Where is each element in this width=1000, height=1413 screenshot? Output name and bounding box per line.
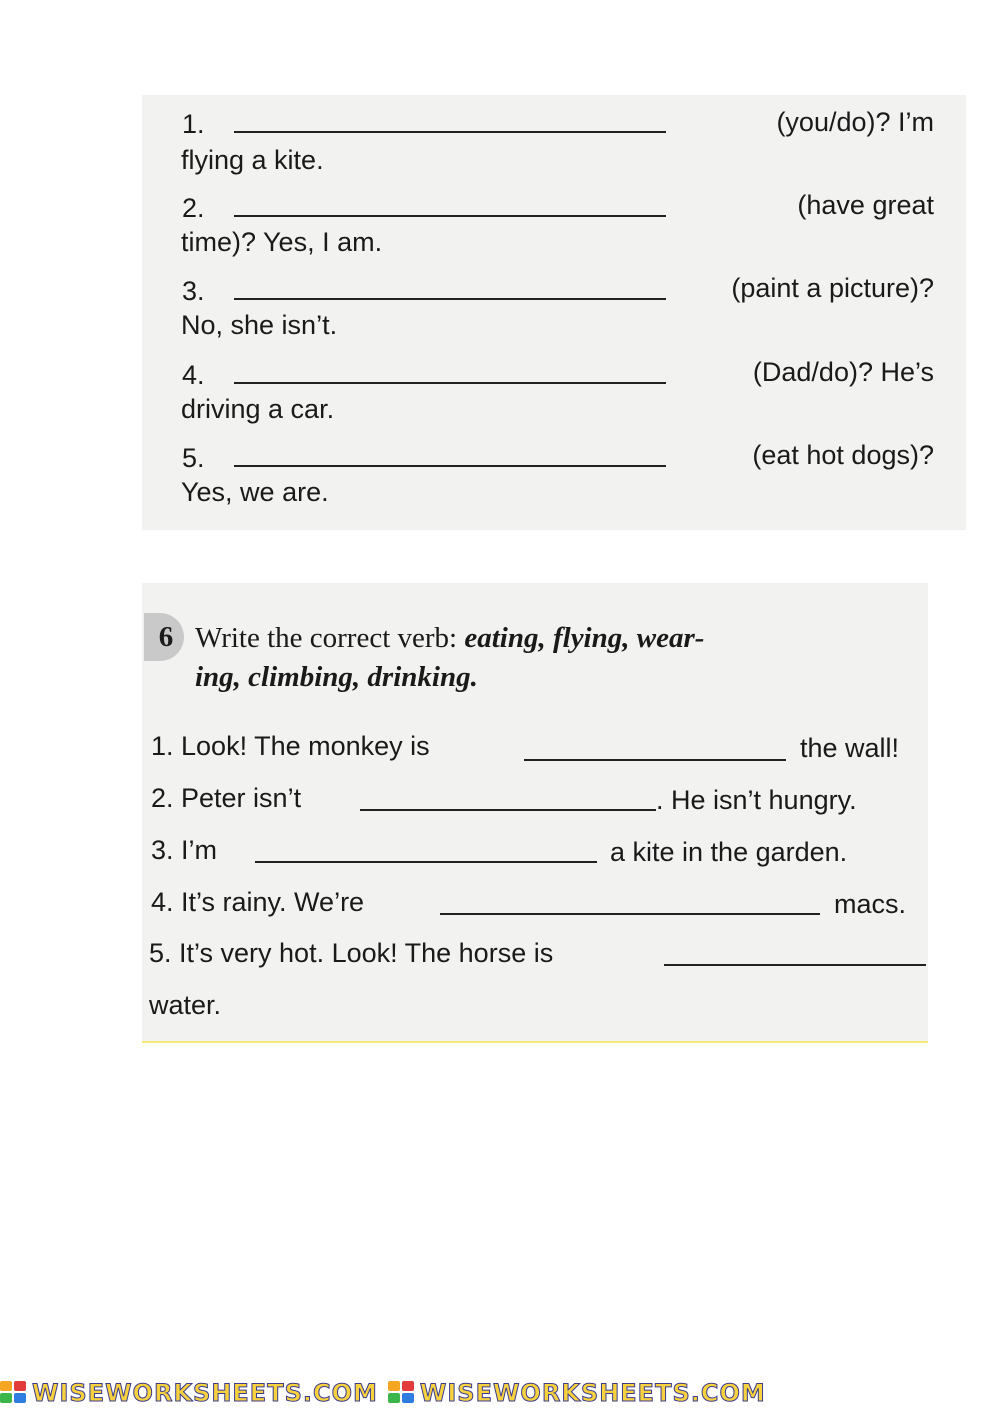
exercise-5-panel: [142, 95, 966, 530]
item-continuation: No, she isn’t.: [181, 310, 338, 340]
item-continuation: Yes, we are.: [181, 477, 329, 507]
answer-blank[interactable]: [234, 215, 666, 217]
item-continuation: driving a car.: [181, 394, 335, 424]
item-hint: (you/do)? I’m: [776, 107, 934, 137]
sentence-start: 2. Peter isn’t: [151, 783, 302, 813]
sentence-start: 1. Look! The monkey is: [151, 731, 430, 761]
answer-blank[interactable]: [234, 465, 666, 467]
item-continuation: time)? Yes, I am.: [181, 227, 383, 257]
watermark-text: WISEWORKSHEETS.COM: [32, 1379, 378, 1407]
verb-options-line-2: ing, climbing, drinking.: [195, 661, 478, 693]
answer-blank[interactable]: [360, 809, 656, 811]
item-number: 1.: [182, 109, 205, 139]
wiseworksheets-logo-icon: [388, 1381, 416, 1405]
exercise-instruction: [195, 622, 704, 655]
sentence-end: the wall!: [800, 733, 900, 763]
item-number: 3.: [182, 276, 205, 306]
item-hint: (eat hot dogs)?: [752, 440, 934, 470]
exercise-6-panel: [142, 583, 928, 1043]
watermark: [388, 1379, 766, 1407]
item-continuation: flying a kite.: [181, 145, 324, 175]
answer-blank[interactable]: [234, 131, 666, 133]
sentence-end: macs.: [834, 889, 907, 919]
verb-options-line-1: eating, flying, wear-: [464, 622, 705, 654]
item-hint: (paint a picture)?: [731, 273, 934, 303]
item-hint: (Dad/do)? He’s: [752, 357, 934, 387]
watermark-footer: [0, 1378, 1000, 1408]
sentence-end: a kite in the garden.: [610, 837, 848, 867]
sentence-start: 4. It’s rainy. We’re: [151, 887, 365, 917]
sentence-end: . He isn’t hungry.: [656, 785, 857, 815]
item-number: 4.: [182, 360, 205, 390]
answer-blank[interactable]: [664, 964, 926, 966]
answer-blank[interactable]: [440, 913, 820, 915]
sentence-start: 5. It’s very hot. Look! The horse is: [149, 938, 554, 968]
item-number: 5.: [182, 443, 205, 473]
answer-blank[interactable]: [524, 759, 786, 761]
sentence-end: water.: [149, 990, 222, 1020]
wiseworksheets-logo-icon: [0, 1381, 28, 1405]
exercise-instruction-cont: [195, 661, 478, 694]
answer-blank[interactable]: [255, 861, 597, 863]
sentence-start: 3. I’m: [151, 835, 218, 865]
answer-blank[interactable]: [234, 382, 666, 384]
watermark-text: WISEWORKSHEETS.COM: [419, 1379, 766, 1407]
instruction-text: Write the correct verb:: [195, 622, 465, 654]
exercise-number-badge: 6: [144, 613, 184, 661]
item-number: 2.: [182, 193, 205, 223]
watermark: [0, 1379, 378, 1407]
answer-blank[interactable]: [234, 298, 666, 300]
item-hint: (have great: [797, 190, 934, 220]
